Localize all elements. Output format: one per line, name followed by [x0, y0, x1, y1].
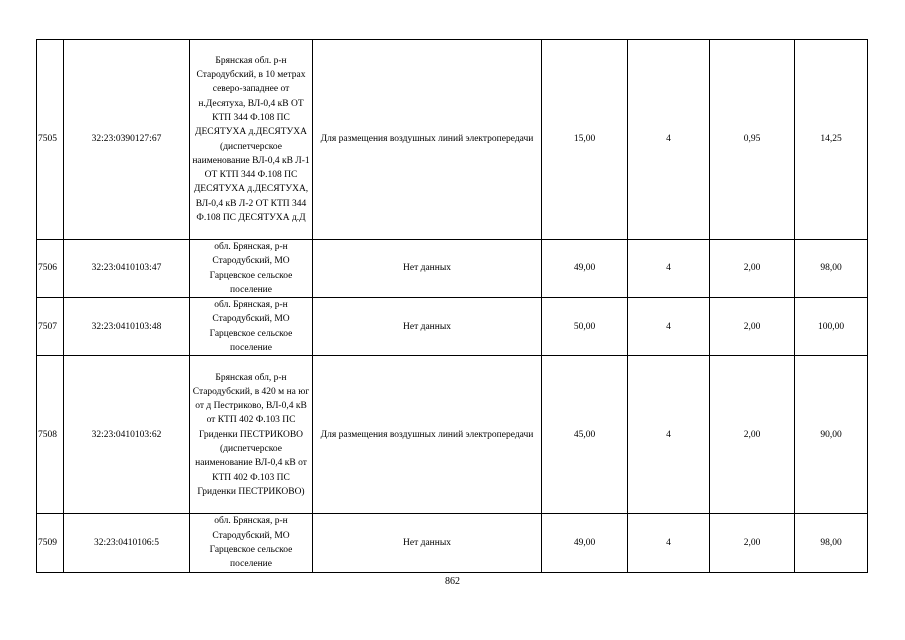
category-value: 4: [628, 298, 710, 356]
category-value: 4: [628, 514, 710, 572]
rate-value: 2,00: [710, 514, 795, 572]
total-value: 100,00: [795, 298, 868, 356]
rate-value: 0,95: [710, 40, 795, 240]
area-value: 49,00: [542, 240, 628, 298]
cadastral-number: 32:23:0410103:48: [64, 298, 190, 356]
location-description: обл. Брянская, р-н Стародубский, МО Гарцевское сельское поселение: [190, 298, 313, 356]
total-value: 98,00: [795, 514, 868, 572]
area-value: 50,00: [542, 298, 628, 356]
permitted-use: Для размещения воздушных линий электропередачи: [313, 356, 542, 514]
category-value: 4: [628, 40, 710, 240]
permitted-use: Нет данных: [313, 514, 542, 572]
permitted-use: Для размещения воздушных линий электропередачи: [313, 40, 542, 240]
area-value: 45,00: [542, 356, 628, 514]
row-number: 7508: [37, 356, 64, 514]
total-value: 14,25: [795, 40, 868, 240]
table-row: [37, 240, 868, 298]
cadastral-number: 32:23:0390127:67: [64, 40, 190, 240]
table-row: [37, 40, 868, 240]
location-description: Брянская обл, р-н Стародубский, в 420 м на юг от д Пестриково, ВЛ-0,4 кВ от КТП 402 Ф.103 ПС Гриденки ПЕСТРИКОВО (диспетчерское наименование ВЛ-0,4 кВ от КТП 402 Ф.103 ПС Гриденки ПЕСТРИКОВО): [190, 356, 313, 514]
table-row: [37, 356, 868, 514]
total-value: 98,00: [795, 240, 868, 298]
area-value: 49,00: [542, 514, 628, 572]
land-plot-table: [36, 39, 868, 573]
rate-value: 2,00: [710, 356, 795, 514]
cadastral-number: 32:23:0410103:62: [64, 356, 190, 514]
rate-value: 2,00: [710, 298, 795, 356]
category-value: 4: [628, 356, 710, 514]
location-description: обл. Брянская, р-н Стародубский, МО Гарцевское сельское поселение: [190, 514, 313, 572]
page-number: 862: [445, 576, 460, 587]
row-number: 7505: [37, 40, 64, 240]
rate-value: 2,00: [710, 240, 795, 298]
cadastral-number: 32:23:0410103:47: [64, 240, 190, 298]
area-value: 15,00: [542, 40, 628, 240]
row-number: 7507: [37, 298, 64, 356]
cadastral-number: 32:23:0410106:5: [64, 514, 190, 572]
category-value: 4: [628, 240, 710, 298]
document-page: [36, 39, 868, 573]
location-description: обл. Брянская, р-н Стародубский, МО Гарцевское сельское поселение: [190, 240, 313, 298]
row-number: 7509: [37, 514, 64, 572]
total-value: 90,00: [795, 356, 868, 514]
table-row: [37, 514, 868, 572]
table-row: [37, 298, 868, 356]
permitted-use: Нет данных: [313, 298, 542, 356]
location-description: Брянская обл. р-н Стародубский, в 10 метрах северо-западнее от н.Десятуха, ВЛ-0,4 кВ ОТ КТП 344 Ф.108 ПС ДЕСЯТУХА д.ДЕСЯТУХА (диспетчерское наименование ВЛ-0,4 кВ Л-1 ОТ КТП 344 Ф.108 ПС ДЕСЯТУХА д.ДЕСЯТУХА, ВЛ-0,4 кВ Л-2 ОТ КТП 344 Ф.108 ПС ДЕСЯТУХА д.Д: [190, 40, 313, 240]
permitted-use: Нет данных: [313, 240, 542, 298]
row-number: 7506: [37, 240, 64, 298]
